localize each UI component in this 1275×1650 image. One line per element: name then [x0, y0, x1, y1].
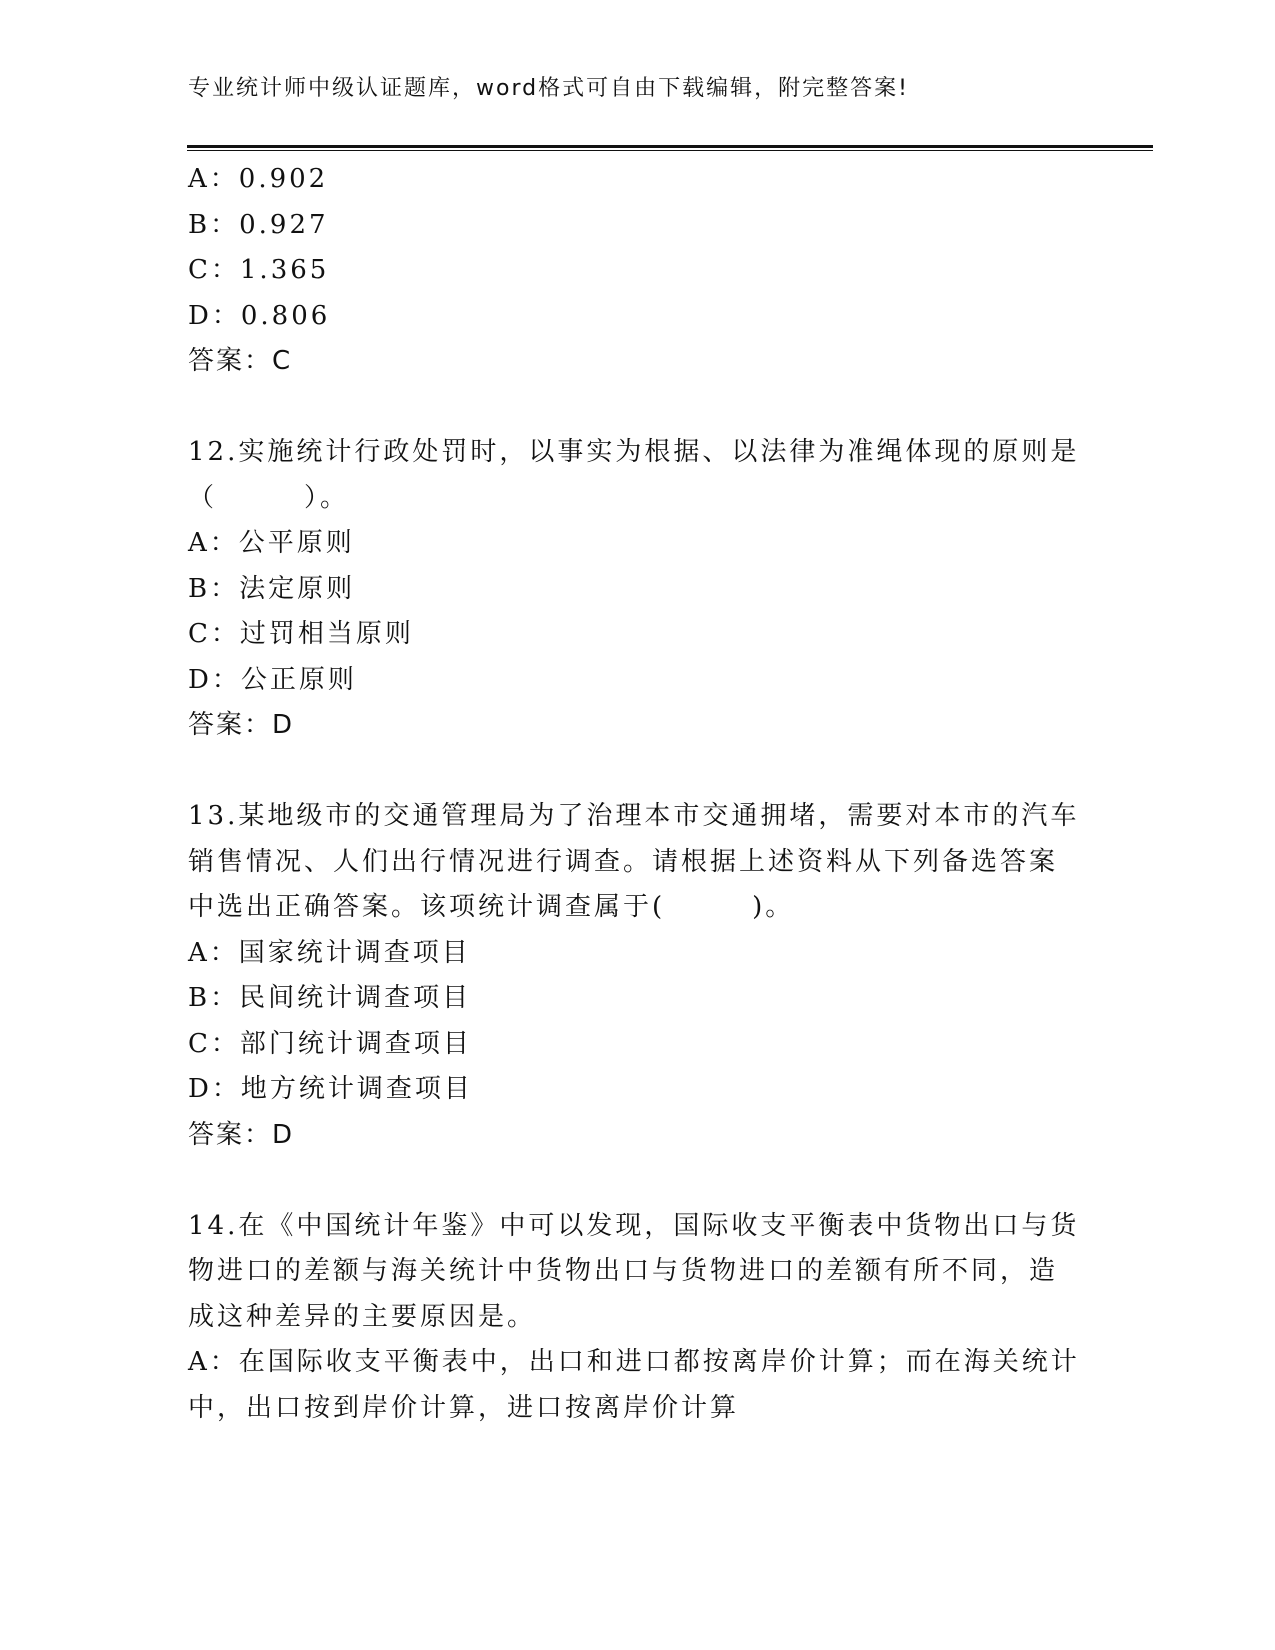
option-b: B：0.927 — [188, 209, 329, 240]
question-13 — [188, 794, 1088, 1158]
question-stem-line: （ ）。 — [188, 482, 350, 513]
answer: 答案：D — [188, 710, 295, 740]
question-stem-line: 成这种差异的主要原因是。 — [188, 1301, 537, 1332]
option-d: D：地方统计调查项目 — [188, 1074, 473, 1104]
option-a: A：公平原则 — [188, 528, 355, 558]
option-c: C：1.365 — [188, 255, 330, 285]
answer: 答案：C — [188, 346, 293, 376]
question-content — [188, 157, 1088, 1431]
question-11 — [188, 157, 1088, 385]
option-a — [188, 1340, 1088, 1431]
question-stem — [188, 430, 1088, 521]
option-c: C：部门统计调查项目 — [188, 1028, 472, 1059]
option-d: D：0.806 — [188, 300, 331, 331]
answer: 答案：D — [188, 1119, 295, 1150]
option-b: B：法定原则 — [188, 573, 356, 604]
question-12 — [188, 430, 1088, 749]
question-14 — [188, 1204, 1088, 1432]
question-stem-line: 物进口的差额与海关统计中货物出口与货物进口的差额有所不同，造 — [188, 1256, 1059, 1286]
question-stem — [188, 794, 1088, 931]
question-stem — [188, 1204, 1088, 1341]
page-header-text: 专业统计师中级认证题库，word格式可自由下载编辑，附完整答案! — [188, 76, 909, 101]
option-b: B：民间统计调查项目 — [188, 983, 472, 1013]
option-a: A：0.902 — [188, 164, 329, 194]
question-stem-line: 销售情况、人们出行情况进行调查。请根据上述资料从下列备选答案 — [188, 846, 1059, 877]
option-line: A：在国际收支平衡表中，出口和进口都按离岸价计算；而在海关统计 — [188, 1347, 1080, 1377]
question-stem-line: 14.在《中国统计年鉴》中可以发现，国际收支平衡表中货物出口与货 — [188, 1210, 1080, 1241]
question-stem-line: 12.实施统计行政处罚时，以事实为根据、以法律为准绳体现的原则是 — [188, 437, 1080, 467]
header-divider — [187, 145, 1153, 151]
question-stem-line: 13.某地级市的交通管理局为了治理本市交通拥堵，需要对本市的汽车 — [188, 801, 1080, 831]
option-d: D：公正原则 — [188, 664, 357, 695]
option-line: 中，出口按到岸价计算，进口按离岸价计算 — [188, 1392, 740, 1423]
option-c: C：过罚相当原则 — [188, 619, 414, 649]
option-a: A：国家统计调查项目 — [188, 937, 471, 968]
question-stem-line: 中选出正确答案。该项统计调查属于( )。 — [188, 892, 795, 922]
